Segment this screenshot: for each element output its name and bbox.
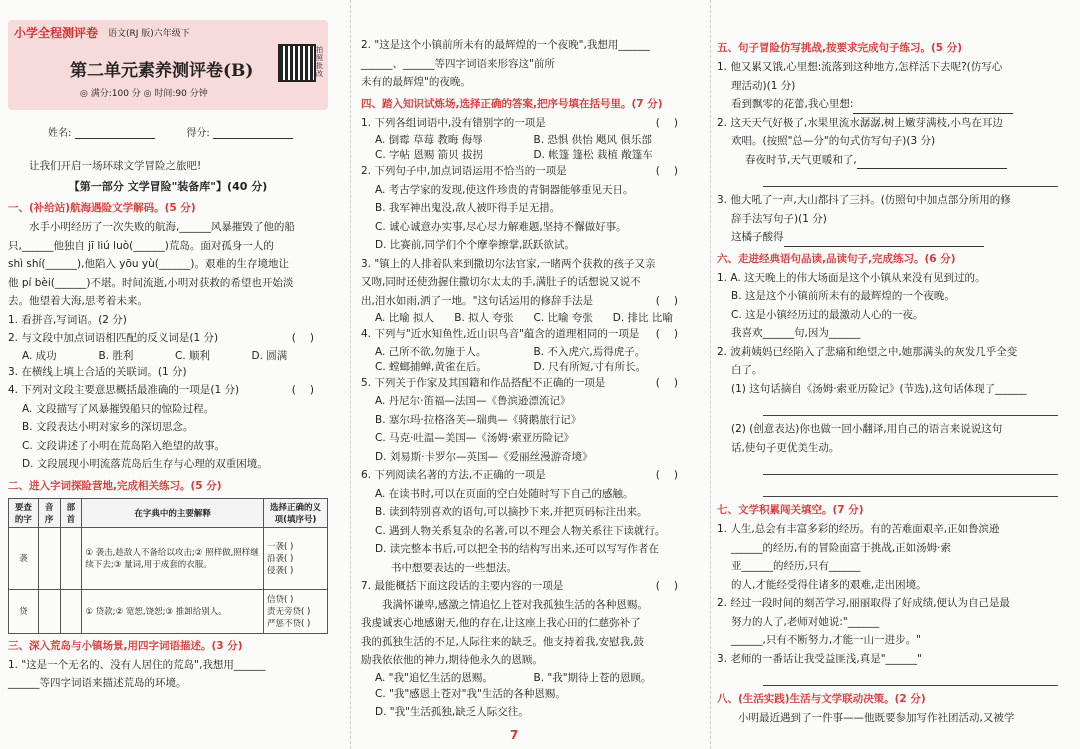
part1-title: 【第一部分 文学冒险"装备库"】(40 分) [68,179,268,193]
option[interactable]: C. 诚心诚意办实事,尽心尽力解难题,坚持不懈做好事。 [375,220,627,233]
table-cell: 袭 [9,527,39,589]
right-column [710,0,1080,749]
option[interactable]: C. "我"感恩上苍对"我"生活的各种恩赐。 [375,687,566,700]
option[interactable]: D. 读完整本书后,可以把全书的结构写出来,还可以写写作者在 [375,543,659,555]
answer-line[interactable] [763,479,1058,497]
question: 5. 下列关于作家及其国籍和作品搭配不正确的一项是 () [361,376,692,389]
option[interactable]: B. 恐惧 供怡 飓风 俱乐部 [533,134,652,146]
intro-text: 让我们开启一场环球文学冒险之旅吧! [29,160,202,172]
section3-heading: 三、深入荒岛与小镇场景,用四字词语描述。(3 分) [8,639,243,652]
question: 6. 下列阅读名著的方法,不正确的一项是 () [361,469,692,481]
option[interactable]: B. "我"期待上苍的恩顾。 [533,671,652,684]
question: 3. 老师的一番话让我受益匪浅,真是"______" [717,652,922,665]
passage-line: 我虔诚衷心地感谢天,他的存在,让这座上我心田的仁慈弥补了 [361,617,641,629]
option[interactable]: C. 马克·吐温—美国—《汤姆·索亚历险记》 [375,432,575,444]
option[interactable]: D. 排比 比喻 [612,312,673,324]
name-field[interactable] [75,126,155,139]
option[interactable]: A. 在读书时,可以在页面的空白处随时写下自己的感触。 [375,487,634,500]
option[interactable]: B. 文段表达小明对家乡的深切思念。 [22,421,194,433]
table-header: 在字典中的主要解释 [82,498,264,527]
question: (1) 这句话摘自《汤姆·索亚历险记》(节选),这句话体现了______ [731,382,1027,395]
question: 1. 下列各组词语中,没有错别字的一项是 () [361,116,692,129]
option[interactable]: A. "我"追忆生活的恩赐。 [375,671,493,684]
table-header: 音 序 [38,498,60,527]
name-score-row [48,124,328,139]
table-header: 选择正确的义项(填序号) [264,498,328,527]
grade-label: 语文(RJ 版)六年级下 [108,29,190,39]
page-title: 第二单元素养测评卷(B) [70,61,254,81]
answer-line[interactable]: 我喜欢______句,因为______ [731,327,861,339]
question: B. 这是这个小镇前所未有的最辉煌的一个夜晚。 [731,290,955,302]
option[interactable]: D. 帐篷 篷松 栽植 敞篷车 [533,149,653,161]
options-row [361,310,692,325]
table-cell[interactable] [60,527,82,589]
question: 话,使句子更优美生动。 [731,441,840,454]
option[interactable]: C. 字帖 恩赐 箭贝 拔拐 [375,149,484,161]
question: 出,泪水如雨,洒了一地。"这句话运用的修辞手法是 () [361,294,692,307]
question: 2. 下列句子中,加点词语运用不恰当的一项是 () [361,165,692,177]
option[interactable]: B. 拟人 夸张 [454,312,514,324]
question: 亚______的经历,只有______ [731,560,861,572]
middle-column [350,0,702,749]
question: ______、______等四字词语来形容这"前所 [361,57,555,70]
question: (2) (创意表达)你也做一回小翻译,用自己的语言来说说这句 [731,423,1003,435]
option[interactable]: B. 读到特别喜欢的语句,可以摘抄下来,并把页码标注出来。 [375,506,648,518]
score-time-info: ◎ 满分:100 分 ◎ 时间:90 分钟 [80,89,208,99]
answer-line[interactable] [763,457,1058,475]
passage-line: 我满怀谦卑,感激之情追忆上苍对我孤独生活的各种恩赐。 [382,598,648,611]
option[interactable]: D. 圆满 [251,349,288,362]
question: 1. "这是一个无名的、没有人居住的荒岛",我想用______ [8,658,266,671]
options-row [361,670,692,685]
name-label: 姓名: [48,128,72,139]
table-cell[interactable] [60,589,82,633]
qr-code-icon[interactable] [278,44,316,82]
question: 1. 人生,总会有丰富多彩的经历。有的苦难面艰辛,正如鲁滨逊 [717,523,1000,535]
question: 3. 在横线上填上合适的关联词。(1 分) [8,365,187,378]
option[interactable]: A. 倒霉 草莓 教晦 侮辱 [375,134,483,146]
table-cell[interactable] [38,589,60,633]
table-cell[interactable]: 一袭( ) 沿袭( ) 侵袭( ) [264,527,328,589]
option[interactable]: B. 不入虎穴,焉得虎子。 [533,345,646,358]
table-header: 部 首 [60,498,82,527]
question: 2. 与文段中加点词语相匹配的反义词是(1 分) () [8,332,328,344]
table-cell: ① 贷款;② 宽恕,饶恕;③ 推卸给别人。 [82,589,264,633]
answer-line[interactable]: 春夜时节,天气更暖和了, [717,151,1058,170]
passage-line: 他 pí bèi(______)不堪。时间流逝,小明对获救的希望也开始淡 [8,276,294,289]
table-header: 要查的字 [9,498,39,527]
section8-heading: 八、(生活实践)生活与文学联动决策。(2 分) [717,693,926,705]
page-number: 7 [510,728,519,742]
passage-line: 励我依依他的神力,期待他永久的恩顾。 [361,654,543,666]
question: 1. A. 这天晚上的伟大场面是这个小镇从来没有见到过的。 [717,271,986,284]
options-row [8,348,328,363]
question: 欢唱。(按照"总—分"的句式仿写句子)(3 分) [731,135,936,147]
option[interactable]: B. 我军神出鬼没,敌人被吓得手足无措。 [375,202,561,214]
table-cell: ① 袭击,趁敌人不备给以攻击;② 照样做,照样继续下去;③ 量词,用于成套的衣服。 [82,527,264,589]
passage-line: 小明最近遇到了一件事——他既要参加写作社团活动,又被学 [738,712,1015,724]
option[interactable]: B. 胜利 [98,349,134,362]
passage-line: 水手小明经历了一次失败的航海,______风暴摧毁了他的船 [29,221,295,233]
answer-line[interactable]: 看到飘零的花蕾,我心里想: [717,95,1058,114]
option[interactable]: A. 成功 [22,349,57,362]
question: 理活动)(1 分) [731,79,796,92]
option[interactable]: A. 丹尼尔·笛福—法国—《鲁滨逊漂流记》 [375,395,571,407]
option[interactable]: C. 遇到人物关系复杂的名著,可以不理会人物关系往下读就行。 [375,524,666,537]
option[interactable]: D. 比赛前,同学们个个摩拳擦掌,跃跃欲试。 [375,239,575,251]
header-banner [8,20,328,110]
section4-heading: 四、踏入知识试炼场,选择正确的答案,把序号填在括号里。(7 分) [361,97,663,110]
option[interactable]: D. "我"生活孤独,缺乏人际交往。 [375,706,529,718]
question: 3. "镇上的人排着队来到撒切尔法官家,一睹两个获救的孩子又亲 [361,257,656,270]
question: 2. 这天天气好极了,水果里流水潺潺,树上嫩芽满枝,小鸟在耳边 [717,116,1003,129]
question: 2. 波莉姨妈已经陷入了悲痛和绝望之中,她那满头的灰发几乎全变 [717,345,1018,358]
section1-heading: 一、(补给站)航海遇险文学解码。(5 分) [8,202,196,214]
option[interactable]: C. 螳螂捕蝉,黄雀在后。 [375,360,487,373]
option: 书中想要表达的一些想法。 [391,561,517,574]
brand-logo: 小学全程测评卷 [14,26,99,40]
score-label: 得分: [186,128,210,139]
question: ______等四字词语来描述荒岛的环境。 [8,677,187,689]
passage-line: 我的孤独生活的不足,人际往来的缺乏。他支持着我,安慰我,鼓 [361,635,645,648]
question: 1. 看拼音,写词语。(2 分) [8,313,127,326]
question: 的人,才能经受得住诸多的艰难,走出困境。 [731,578,927,591]
section2-heading: 二、进入字词探险营地,完成相关练习。(5 分) [8,479,222,492]
question: C. 这是小镇经历过的最激动人心的一夜。 [731,308,924,321]
dictionary-table [8,498,328,634]
table-cell: 贷 [9,589,39,633]
question: 2. 经过一段时间的刻苦学习,丽丽取得了好成绩,便认为自己是最 [717,597,1011,609]
question: 辞手法写句子)(1 分) [731,212,827,225]
option[interactable]: C. 文段讲述了小明在荒岛陷入绝望的故事。 [22,439,226,452]
option[interactable]: C. 比喻 夸张 [533,312,593,324]
left-column [0,0,340,749]
question: ______的经历,有的冒险面富于挑战,正如汤姆·索 [731,541,952,554]
option[interactable]: B. 塞尔玛·拉格洛芙—瑞典—《骑鹅旅行记》 [375,413,582,426]
qr-label: 拍照批改 [316,46,323,78]
answer-line[interactable] [763,398,1058,416]
score-field[interactable] [213,126,293,139]
question: 4. 下列对文段主要意思概括最准确的一项是(1 分) () [8,384,328,396]
options-row [361,344,692,359]
section6-heading: 六、走进经典语句品读,品读句子,完成练习。(6 分) [717,252,956,265]
passage-line: shì shí(______),他陷入 yōu yù(______)。艰难的生存境地让 [8,258,289,270]
option[interactable]: A. 文段描写了风暴摧毁船只的惊险过程。 [22,402,215,415]
question: 7. 最能概括下面这段话的主要内容的一项是 () [361,580,692,592]
question: 努力的人了,老师对她说:"______ [731,615,880,628]
question: 白了。 [731,364,763,376]
question: 1. 他又累又饿,心里想:流落到这种地方,怎样活下去呢?(仿写心 [717,61,1003,73]
option[interactable]: A. 己所不欲,勿施于人。 [375,345,487,358]
answer-line[interactable] [763,668,1058,686]
section5-heading: 五、句子冒险仿写挑战,按要求完成句子练习。(5 分) [717,42,963,54]
options-row [361,147,692,162]
option[interactable]: A. 考古学家的发现,使这件珍贵的青铜器能够重见天日。 [375,183,634,196]
options-row [361,132,692,147]
option[interactable]: D. 文段展现小明流落荒岛后生存与心理的双重困境。 [22,458,268,470]
question: 未有的最辉煌"的夜晚。 [361,76,471,88]
option[interactable]: D. 尺有所短,寸有所长。 [533,360,647,373]
answer-line[interactable]: 这橘子酸得 [717,228,1058,247]
question: 又吻,同时还使劲握住撒切尔太太的手,满肚子的话想说又说不 [361,276,641,288]
table-cell[interactable]: 信贷( ) 责无旁贷( ) 严惩不贷( ) [264,589,328,633]
answer-line[interactable] [763,169,1058,187]
question: ______,只有不断努力,才能一山一进步。" [731,634,922,646]
option[interactable]: D. 刘易斯·卡罗尔—英国—《爱丽丝漫游奇境》 [375,450,593,463]
passage-line: 去。他望着大海,思考着未来。 [8,295,148,307]
option[interactable]: C. 顺利 [175,349,211,362]
question: 2. "这是这个小镇前所未有的最辉煌的一个夜晚",我想用______ [361,39,650,51]
option[interactable]: A. 比喻 拟人 [375,312,435,324]
question: 4. 下列与"近水知鱼性,近山识鸟音"蕴含的道理相同的一项是 () [361,328,692,340]
passage-line: 只,______他独自 jī liú luò(______)荒岛。面对孤身一人的 [8,239,274,252]
section7-heading: 七、文学积累闯关填空。(7 分) [717,504,864,516]
question: 3. 他大吼了一声,大山都抖了三抖。(仿照句中加点部分所用的修 [717,194,1011,206]
table-cell[interactable] [38,527,60,589]
options-row [361,359,692,374]
